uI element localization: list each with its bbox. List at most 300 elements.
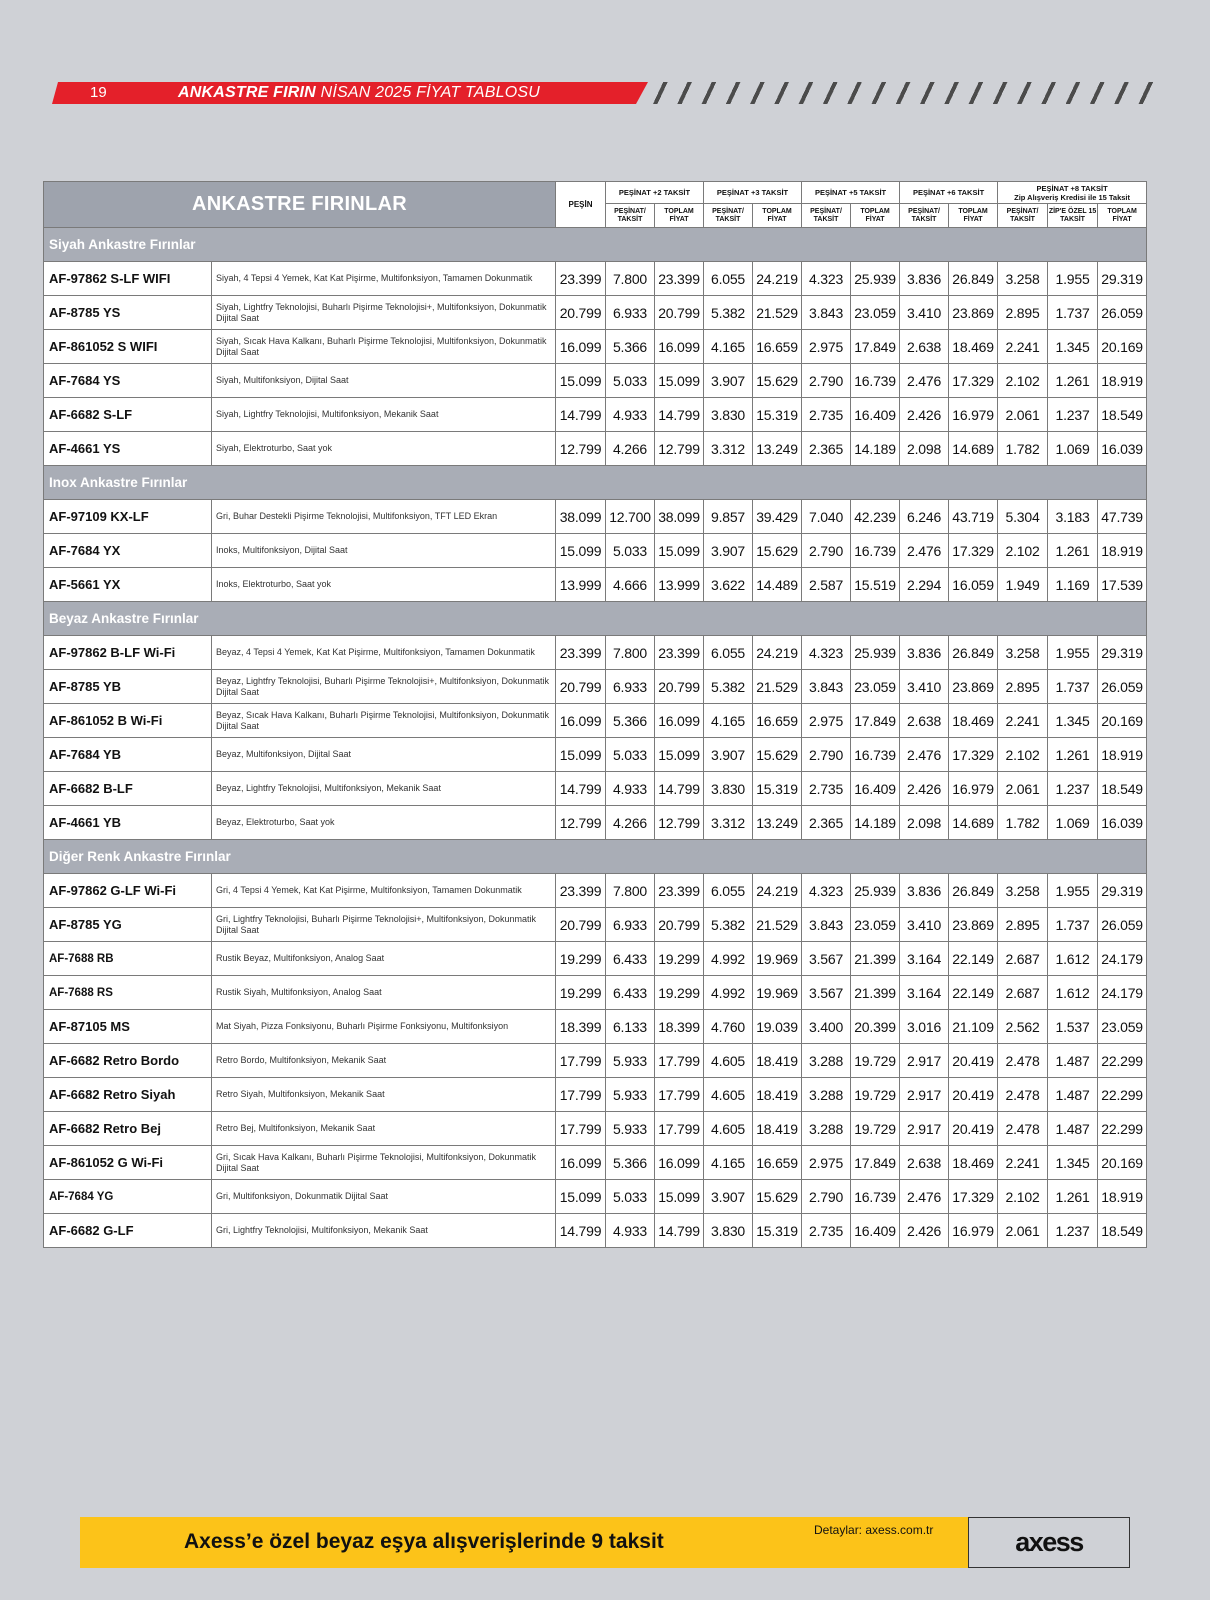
price-cell: 2.102 [998,364,1048,398]
section-title: Siyah Ankastre Fırınlar [44,228,1147,262]
table-title: ANKASTRE FIRINLAR [44,182,556,228]
table-row [44,500,1147,534]
table-row [44,1010,1147,1044]
price-cell: 3.288 [802,1112,851,1146]
price-cell: 18.919 [1098,364,1147,398]
price-cell: 14.489 [753,568,802,602]
price-cell: 14.799 [655,1214,704,1248]
price-cell: 19.729 [851,1078,900,1112]
price-cell: 25.939 [851,636,900,670]
price-cell: 20.169 [1098,704,1147,738]
price-cell: 14.189 [851,806,900,840]
price-cell: 17.329 [949,364,998,398]
price-cell: 23.399 [655,262,704,296]
price-cell: 22.299 [1098,1112,1147,1146]
price-cell: 5.366 [606,330,655,364]
subcolumn-header: TOPLAM FİYAT [1098,204,1147,228]
price-cell: 1.069 [1048,806,1098,840]
table-row [44,976,1147,1010]
price-cell: 1.237 [1048,398,1098,432]
table-row [44,1214,1147,1248]
price-cell: 20.419 [949,1044,998,1078]
price-cell: 22.149 [949,942,998,976]
price-cell: 39.429 [753,500,802,534]
price-cell: 5.033 [606,364,655,398]
price-cell: 4.323 [802,874,851,908]
price-cell: 4.165 [704,1146,753,1180]
price-cell: 3.907 [704,534,753,568]
price-cell: 18.549 [1098,1214,1147,1248]
promo-details-link[interactable]: Detaylar: axess.com.tr [814,1523,934,1537]
model-description: Beyaz, Elektroturbo, Saat yok [212,806,556,840]
price-cell: 3.907 [704,1180,753,1214]
price-cell: 23.869 [949,296,998,330]
price-cell: 12.799 [655,432,704,466]
price-cell: 19.299 [655,942,704,976]
price-cell: 4.933 [606,398,655,432]
price-cell: 1.737 [1048,908,1098,942]
price-cell: 3.258 [998,874,1048,908]
price-cell: 14.799 [655,772,704,806]
price-cell: 2.478 [998,1044,1048,1078]
page-title-bold: ANKASTRE FIRIN [178,84,316,101]
price-cell: 1.261 [1048,534,1098,568]
price-cell: 15.319 [753,398,802,432]
price-cell: 4.266 [606,806,655,840]
price-cell: 18.469 [949,330,998,364]
price-cell: 16.739 [851,1180,900,1214]
price-cell: 1.487 [1048,1112,1098,1146]
price-cell: 6.933 [606,296,655,330]
price-cell: 6.133 [606,1010,655,1044]
price-cell: 15.099 [655,1180,704,1214]
price-cell: 2.241 [998,330,1048,364]
price-cell: 1.261 [1048,1180,1098,1214]
price-cell: 20.419 [949,1078,998,1112]
table-row [44,534,1147,568]
price-cell: 2.895 [998,908,1048,942]
model-name: AF-8785 YS [44,296,212,330]
price-cell: 22.299 [1098,1044,1147,1078]
price-cell: 15.099 [556,1180,606,1214]
price-cell: 3.907 [704,738,753,772]
price-cell: 6.433 [606,942,655,976]
model-name: AF-87105 MS [44,1010,212,1044]
subcolumn-header: ZİP'E ÖZEL 15 TAKSİT [1048,204,1098,228]
price-cell: 2.975 [802,330,851,364]
price-cell: 16.979 [949,772,998,806]
price-cell: 7.800 [606,874,655,908]
installment-group-header [998,182,1147,204]
price-cell: 16.099 [556,704,606,738]
group-label: PEŞİNAT +2 TAKSİT [618,188,691,197]
price-cell: 3.567 [802,976,851,1010]
model-description: Gri, Lightfry Teknolojisi, Buharlı Pişirme Teknolojisi+, Multifonksiyon, Dokunmatik Dijital Saat [212,908,556,942]
price-cell: 5.382 [704,296,753,330]
price-cell: 2.426 [900,398,949,432]
table-row [44,1112,1147,1146]
model-name: AF-5661 YX [44,568,212,602]
table-row [44,738,1147,772]
price-cell: 4.666 [606,568,655,602]
price-cell: 17.329 [949,738,998,772]
model-description: Beyaz, 4 Tepsi 4 Yemek, Kat Kat Pişirme, Multifonksiyon, Tamamen Dokunmatik [212,636,556,670]
price-cell: 18.919 [1098,534,1147,568]
price-cell: 16.059 [949,568,998,602]
price-cell: 1.737 [1048,296,1098,330]
table-row [44,568,1147,602]
price-cell: 3.410 [900,908,949,942]
price-cell: 3.622 [704,568,753,602]
price-cell: 4.933 [606,1214,655,1248]
price-cell: 2.426 [900,772,949,806]
price-cell: 26.059 [1098,908,1147,942]
table-row [44,942,1147,976]
price-table [43,181,1147,1248]
price-cell: 17.799 [655,1112,704,1146]
price-cell: 4.323 [802,262,851,296]
price-cell: 1.537 [1048,1010,1098,1044]
price-cell: 12.799 [556,806,606,840]
model-description: Gri, Sıcak Hava Kalkanı, Buharlı Pişirme Teknolojisi, Multifonksiyon, Dokunmatik Dijital Saat [212,1146,556,1180]
price-cell: 14.799 [556,398,606,432]
price-cell: 23.399 [556,262,606,296]
model-name: AF-97862 S-LF WIFI [44,262,212,296]
price-cell: 20.399 [851,1010,900,1044]
price-cell: 4.165 [704,704,753,738]
price-cell: 20.799 [655,296,704,330]
price-cell: 3.258 [998,636,1048,670]
price-cell: 3.288 [802,1044,851,1078]
price-cell: 2.365 [802,432,851,466]
price-cell: 4.605 [704,1112,753,1146]
price-cell: 26.849 [949,874,998,908]
price-cell: 1.169 [1048,568,1098,602]
price-cell: 16.409 [851,1214,900,1248]
price-cell: 3.836 [900,874,949,908]
price-cell: 23.059 [851,908,900,942]
table-row [44,670,1147,704]
price-cell: 17.849 [851,704,900,738]
price-cell: 20.799 [556,296,606,330]
price-cell: 6.933 [606,670,655,704]
price-cell: 22.299 [1098,1078,1147,1112]
price-cell: 6.055 [704,636,753,670]
price-cell: 24.219 [753,262,802,296]
model-description: Inoks, Elektroturbo, Saat yok [212,568,556,602]
price-cell: 24.219 [753,874,802,908]
price-cell: 16.659 [753,704,802,738]
subcolumn-header: TOPLAM FİYAT [655,204,704,228]
model-description: Inoks, Multifonksiyon, Dijital Saat [212,534,556,568]
model-description: Siyah, Lightfry Teknolojisi, Buharlı Pişirme Teknolojisi+, Multifonksiyon, Dokunmatik Dijital Saat [212,296,556,330]
price-cell: 5.933 [606,1112,655,1146]
price-cell: 15.099 [556,738,606,772]
price-cell: 13.999 [556,568,606,602]
price-cell: 5.304 [998,500,1048,534]
price-cell: 17.799 [655,1044,704,1078]
price-cell: 24.179 [1098,976,1147,1010]
table-row [44,772,1147,806]
price-cell: 42.239 [851,500,900,534]
price-cell: 23.399 [556,636,606,670]
price-cell: 20.169 [1098,330,1147,364]
table-row [44,262,1147,296]
price-cell: 21.529 [753,670,802,704]
price-cell: 18.549 [1098,772,1147,806]
price-cell: 19.299 [556,976,606,1010]
model-name: AF-6682 Retro Bej [44,1112,212,1146]
price-cell: 17.329 [949,1180,998,1214]
price-cell: 18.419 [753,1078,802,1112]
price-cell: 12.700 [606,500,655,534]
price-cell: 2.687 [998,976,1048,1010]
model-description: Siyah, Sıcak Hava Kalkanı, Buharlı Pişirme Teknolojisi, Multifonksiyon, Dokunmatik Dijital Saat [212,330,556,364]
price-cell: 19.729 [851,1044,900,1078]
header-row-groups [44,182,1147,204]
price-cell: 1.261 [1048,738,1098,772]
price-cell: 7.800 [606,262,655,296]
subcolumn-header: PEŞİNAT/ TAKSİT [802,204,851,228]
price-cell: 12.799 [556,432,606,466]
price-cell: 3.830 [704,772,753,806]
price-cell: 16.099 [655,330,704,364]
price-cell: 15.099 [655,738,704,772]
price-cell: 18.469 [949,1146,998,1180]
price-cell: 2.975 [802,1146,851,1180]
model-name: AF-6682 Retro Siyah [44,1078,212,1112]
price-cell: 14.799 [556,1214,606,1248]
price-cell: 2.102 [998,738,1048,772]
model-name: AF-7684 YX [44,534,212,568]
price-cell: 2.975 [802,704,851,738]
price-cell: 16.409 [851,772,900,806]
price-cell: 1.237 [1048,772,1098,806]
price-cell: 19.299 [556,942,606,976]
section-title: Diğer Renk Ankastre Fırınlar [44,840,1147,874]
price-cell: 1.955 [1048,636,1098,670]
price-cell: 15.099 [655,364,704,398]
price-cell: 3.843 [802,670,851,704]
price-cell: 3.183 [1048,500,1098,534]
installment-group-header [606,182,704,204]
price-cell: 13.999 [655,568,704,602]
price-cell: 25.939 [851,262,900,296]
price-cell: 18.419 [753,1112,802,1146]
price-table-wrapper [43,181,1147,1248]
price-cell: 26.849 [949,636,998,670]
price-cell: 1.261 [1048,364,1098,398]
price-cell: 2.365 [802,806,851,840]
price-cell: 9.857 [704,500,753,534]
price-cell: 3.830 [704,1214,753,1248]
price-cell: 16.409 [851,398,900,432]
price-cell: 3.164 [900,976,949,1010]
model-description: Retro Bej, Multifonksiyon, Mekanik Saat [212,1112,556,1146]
price-cell: 47.739 [1098,500,1147,534]
price-cell: 20.799 [556,908,606,942]
model-description: Beyaz, Lightfry Teknolojisi, Multifonksiyon, Mekanik Saat [212,772,556,806]
price-cell: 21.529 [753,908,802,942]
price-cell: 2.241 [998,1146,1048,1180]
price-cell: 20.169 [1098,1146,1147,1180]
price-cell: 1.487 [1048,1044,1098,1078]
section-header-row [44,466,1147,500]
price-cell: 19.969 [753,976,802,1010]
section-title: Beyaz Ankastre Fırınlar [44,602,1147,636]
price-cell: 23.059 [851,296,900,330]
price-cell: 5.033 [606,1180,655,1214]
price-cell: 1.345 [1048,330,1098,364]
price-cell: 6.433 [606,976,655,1010]
group-label: PEŞİNAT +8 TAKSİT [1036,183,1108,193]
price-cell: 20.799 [556,670,606,704]
price-cell: 18.919 [1098,738,1147,772]
price-cell: 1.782 [998,806,1048,840]
price-cell: 15.519 [851,568,900,602]
price-cell: 2.478 [998,1078,1048,1112]
model-description: Retro Bordo, Multifonksiyon, Mekanik Saat [212,1044,556,1078]
price-cell: 24.219 [753,636,802,670]
price-cell: 38.099 [556,500,606,534]
price-cell: 4.323 [802,636,851,670]
table-row [44,364,1147,398]
price-cell: 4.992 [704,942,753,976]
section-title: Inox Ankastre Fırınlar [44,466,1147,500]
price-cell: 2.917 [900,1044,949,1078]
price-cell: 2.476 [900,534,949,568]
price-cell: 38.099 [655,500,704,534]
price-cell: 4.933 [606,772,655,806]
model-description: Siyah, Elektroturbo, Saat yok [212,432,556,466]
price-cell: 5.366 [606,1146,655,1180]
table-row [44,806,1147,840]
price-cell: 16.099 [655,1146,704,1180]
price-cell: 15.319 [753,1214,802,1248]
price-cell: 18.419 [753,1044,802,1078]
price-cell: 23.869 [949,908,998,942]
price-cell: 23.399 [556,874,606,908]
table-row [44,1078,1147,1112]
table-row [44,908,1147,942]
price-cell: 15.099 [556,364,606,398]
price-cell: 5.033 [606,534,655,568]
price-cell: 26.849 [949,262,998,296]
price-cell: 1.345 [1048,1146,1098,1180]
price-cell: 18.469 [949,704,998,738]
price-cell: 16.659 [753,1146,802,1180]
price-cell: 14.689 [949,432,998,466]
price-cell: 25.939 [851,874,900,908]
price-cell: 3.258 [998,262,1048,296]
model-description: Mat Siyah, Pizza Fonksiyonu, Buharlı Pişirme Fonksiyonu, Multifonksiyon [212,1010,556,1044]
price-cell: 19.299 [655,976,704,1010]
price-cell: 2.790 [802,364,851,398]
price-cell: 18.549 [1098,398,1147,432]
group-label: PEŞİNAT +3 TAKSİT [716,188,789,197]
group-label: PEŞİNAT +5 TAKSİT [814,188,887,197]
price-cell: 2.638 [900,704,949,738]
price-cell: 21.109 [949,1010,998,1044]
price-cell: 21.529 [753,296,802,330]
price-cell: 4.605 [704,1078,753,1112]
page-number: 19 [90,84,107,101]
price-cell: 2.098 [900,806,949,840]
price-cell: 2.687 [998,942,1048,976]
price-cell: 3.288 [802,1078,851,1112]
price-cell: 3.843 [802,296,851,330]
price-cell: 26.059 [1098,670,1147,704]
model-name: AF-6682 Retro Bordo [44,1044,212,1078]
price-cell: 16.739 [851,364,900,398]
model-description: Gri, Buhar Destekli Pişirme Teknolojisi, Multifonksiyon, TFT LED Ekran [212,500,556,534]
price-cell: 5.382 [704,670,753,704]
axess-logo: axess [1015,1527,1083,1557]
price-cell: 13.249 [753,432,802,466]
price-cell: 1.782 [998,432,1048,466]
model-name: AF-7688 RB [44,942,212,976]
peshin-header: PEŞİN [556,182,606,228]
promo-banner [80,1517,1130,1568]
price-cell: 1.955 [1048,874,1098,908]
subcolumn-header: PEŞİNAT/ TAKSİT [704,204,753,228]
price-cell: 22.149 [949,976,998,1010]
price-cell: 16.979 [949,1214,998,1248]
model-name: AF-7684 YG [44,1180,212,1214]
model-name: AF-97862 G-LF Wi-Fi [44,874,212,908]
price-cell: 23.869 [949,670,998,704]
price-cell: 1.612 [1048,942,1098,976]
group-label: PEŞİNAT +6 TAKSİT [912,188,985,197]
model-description: Retro Siyah, Multifonksiyon, Mekanik Saat [212,1078,556,1112]
price-cell: 29.319 [1098,636,1147,670]
price-cell: 17.849 [851,1146,900,1180]
price-cell: 17.799 [556,1078,606,1112]
price-cell: 17.799 [556,1112,606,1146]
model-name: AF-97109 KX-LF [44,500,212,534]
subcolumn-header: TOPLAM FİYAT [949,204,998,228]
price-cell: 3.830 [704,398,753,432]
price-cell: 1.237 [1048,1214,1098,1248]
price-cell: 2.917 [900,1112,949,1146]
installment-group-header [900,182,998,204]
price-cell: 5.933 [606,1044,655,1078]
table-row [44,874,1147,908]
price-cell: 4.760 [704,1010,753,1044]
page-title-rest: NİSAN 2025 FİYAT TABLOSU [315,84,540,101]
price-cell: 17.329 [949,534,998,568]
model-description: Siyah, Multifonksiyon, Dijital Saat [212,364,556,398]
model-name: AF-861052 G Wi-Fi [44,1146,212,1180]
price-cell: 16.659 [753,330,802,364]
model-description: Rustik Siyah, Multifonksiyon, Analog Saat [212,976,556,1010]
price-cell: 15.629 [753,534,802,568]
model-name: AF-861052 S WIFI [44,330,212,364]
price-cell: 6.933 [606,908,655,942]
price-cell: 2.102 [998,1180,1048,1214]
model-name: AF-6682 S-LF [44,398,212,432]
price-cell: 2.735 [802,1214,851,1248]
table-row [44,1044,1147,1078]
subcolumn-header: PEŞİNAT/ TAKSİT [900,204,949,228]
model-description: Gri, Lightfry Teknolojisi, Multifonksiyon, Mekanik Saat [212,1214,556,1248]
price-cell: 18.399 [655,1010,704,1044]
price-cell: 4.992 [704,976,753,1010]
model-description: Siyah, 4 Tepsi 4 Yemek, Kat Kat Pişirme, Multifonksiyon, Tamamen Dokunmatik [212,262,556,296]
price-cell: 5.033 [606,738,655,772]
price-cell: 20.799 [655,908,704,942]
price-cell: 15.629 [753,364,802,398]
